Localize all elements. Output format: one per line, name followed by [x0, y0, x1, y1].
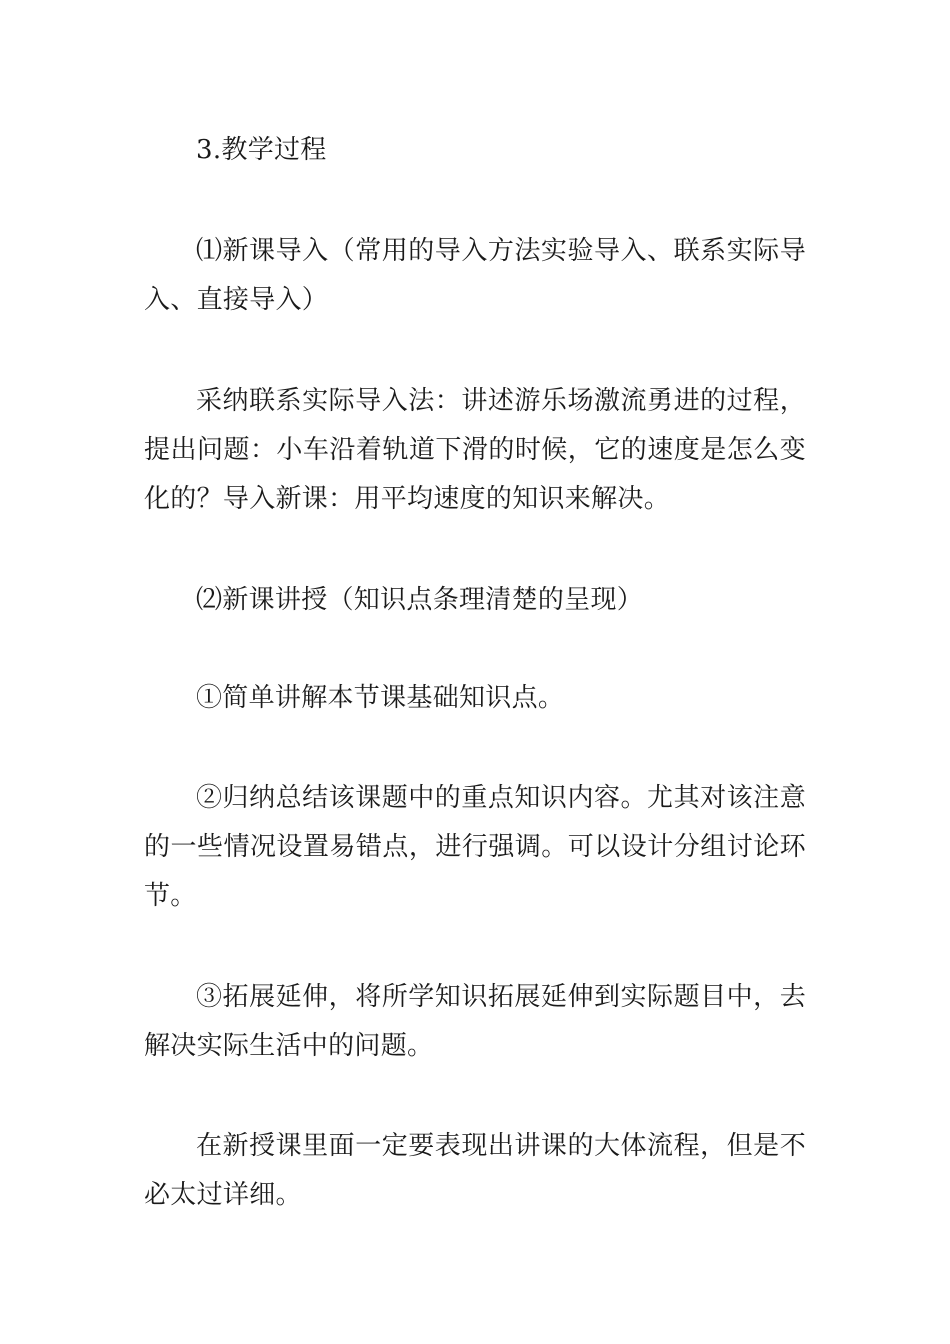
paragraph-new-lesson-teaching: ⑵新课讲授（知识点条理清楚的呈现）	[196, 585, 644, 615]
paragraph-step-1: ①简单讲解本节课基础知识点。	[196, 683, 565, 713]
paragraph-intro-method: 采纳联系实际导入法：讲述游乐场激流勇进的过程，提出问题：小车沿着轨道下滑的时候，它的速度是怎么变化的？导入新课：用平均速度的知识来解决。	[144, 386, 806, 514]
paragraph-step-2: ②归纳总结该课题中的重点知识内容。尤其对该注意的一些情况设置易错点，进行强调。可以设计分组讨论环节。	[144, 783, 806, 911]
section-heading-teaching-process: 3.教学过程	[196, 135, 327, 165]
paragraph-step-3: ③拓展延伸，将所学知识拓展延伸到实际题目中，去解决实际生活中的问题。	[144, 982, 806, 1061]
paragraph-new-lesson-intro: ⑴新课导入（常用的导入方法实验导入、联系实际导入、直接导入）	[144, 236, 806, 315]
paragraph-summary-note: 在新授课里面一定要表现出讲课的大体流程，但是不必太过详细。	[144, 1131, 806, 1210]
